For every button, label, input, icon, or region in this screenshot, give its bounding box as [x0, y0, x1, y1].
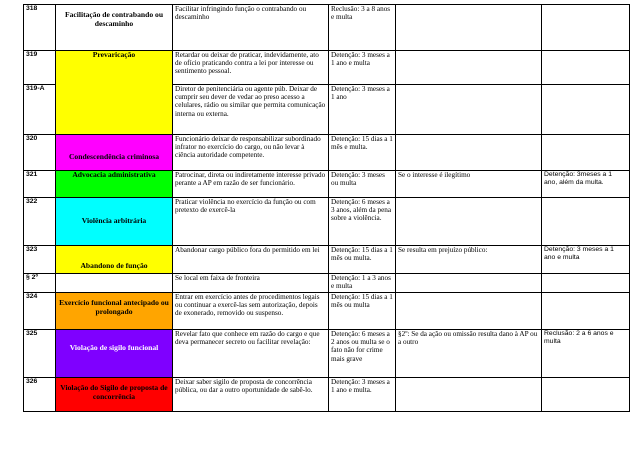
aggravating-penalty: [542, 85, 630, 135]
crime-penalty: Detenção: 6 meses a 2 anos ou multa se o fato não for crime mais grave: [329, 330, 396, 378]
article-number: 319-A: [24, 85, 56, 135]
crime-description: Abandonar cargo público fora do permitido em lei: [173, 246, 329, 274]
table-row: [24, 51, 630, 85]
aggravating-penalty: [542, 378, 630, 412]
crime-name: Advocacia administrativa: [56, 171, 173, 198]
crime-description: Praticar violência no exercício da função ou com pretexto de exercê-la: [173, 198, 329, 246]
crime-penalty: Detenção: 3 meses ou multa: [329, 171, 396, 198]
table-row: [24, 378, 630, 412]
article-number: 318: [24, 5, 56, 51]
table-row: [24, 330, 630, 378]
aggravating-condition: [396, 51, 542, 85]
article-number: 319: [24, 51, 56, 85]
aggravating-condition: [396, 135, 542, 171]
aggravating-penalty: [542, 135, 630, 171]
crimes-table-sheet: [23, 4, 630, 412]
table-row: [24, 293, 630, 330]
aggravating-penalty: [542, 5, 630, 51]
crime-description: Deixar saber sigilo de proposta de concorrência pública, ou dar a outro oportunidade de sabê-lo.: [173, 378, 329, 412]
aggravating-penalty: Detenção: 3 meses a 1 ano e multa: [542, 246, 630, 274]
crime-penalty: Detenção: 3 meses a 1 ano e multa.: [329, 378, 396, 412]
article-number: 323: [24, 246, 56, 274]
aggravating-penalty: [542, 274, 630, 293]
crime-penalty: Detenção: 15 dias a 1 mês ou multa: [329, 293, 396, 330]
crime-name: Exercício funcional antecipado ou prolongado: [56, 293, 173, 330]
aggravating-penalty: [542, 293, 630, 330]
crime-penalty: Detenção: 6 meses a 3 anos, além da pena sobre a violência.: [329, 198, 396, 246]
aggravating-penalty: Detenção: 3meses a 1 ano, além da multa.: [542, 171, 630, 198]
aggravating-penalty: Reclusão: 2 a 6 anos e multa: [542, 330, 630, 378]
crime-description: Facilitar infringindo função o contrabando ou descaminho: [173, 5, 329, 51]
crime-description: Entrar em exercício antes de procedimentos legais ou continuar a exercê-las sem autorização, depois de exonerado, removido ou suspenso.: [173, 293, 329, 330]
table-row: [24, 198, 630, 246]
aggravating-condition: [396, 274, 542, 293]
article-number: 322: [24, 198, 56, 246]
crime-penalty: Detenção: 1 a 3 anos e multa: [329, 274, 396, 293]
crime-name: Violação de sigilo funcional: [56, 330, 173, 378]
crime-name: Violência arbitrária: [56, 198, 173, 246]
crime-name: Abandono de função: [56, 246, 173, 274]
table-row: [24, 246, 630, 274]
table-row: [24, 135, 630, 171]
article-number: 321: [24, 171, 56, 198]
crime-name: [56, 274, 173, 293]
crime-name: Facilitação de contrabando ou descaminho: [56, 5, 173, 51]
article-number: 320: [24, 135, 56, 171]
table-row: [24, 171, 630, 198]
crime-name: Prevaricação: [56, 51, 173, 135]
aggravating-condition: Se o interesse é ilegítimo: [396, 171, 542, 198]
crime-penalty: Detenção: 3 meses a 1 ano: [329, 85, 396, 135]
aggravating-condition: [396, 198, 542, 246]
crime-description: Funcionário deixar de responsabilizar subordinado infrator no exercício do cargo, ou não levar à ciência autoridade competente.: [173, 135, 329, 171]
crime-description: Diretor de penitenciária ou agente púb. Deixar de cumprir seu dever de vedar ao preso acesso a celulares, rádio ou similar que permita comunicação interna ou externa.: [173, 85, 329, 135]
aggravating-condition: Se resulta em prejuízo público:: [396, 246, 542, 274]
aggravating-penalty: [542, 51, 630, 85]
crime-description: Se local em faixa de fronteira: [173, 274, 329, 293]
crime-penalty: Detenção: 15 dias a 1 mês e multa.: [329, 135, 396, 171]
article-number: 324: [24, 293, 56, 330]
article-number: 326: [24, 378, 56, 412]
crime-name: Condescendência criminosa: [56, 135, 173, 171]
crime-penalty: Detenção: 15 dias a 1 mês ou multa.: [329, 246, 396, 274]
crime-description: Revelar fato que conhece em razão do cargo e que deva permanecer secreto ou facilitar revelação:: [173, 330, 329, 378]
crimes-table: [23, 4, 630, 412]
aggravating-condition: [396, 378, 542, 412]
crime-name: Violação do Sigilo de proposta de concorrência: [56, 378, 173, 412]
article-number: § 2º: [24, 274, 56, 293]
aggravating-condition: [396, 85, 542, 135]
table-row: [24, 274, 630, 293]
aggravating-condition: [396, 5, 542, 51]
aggravating-condition: §2º: Se da ação ou omissão resulta dano à AP ou a outro: [396, 330, 542, 378]
aggravating-penalty: [542, 198, 630, 246]
crime-description: Retardar ou deixar de praticar, indevidamente, ato de ofício praticando contra a lei por interesse ou sentimento pessoal.: [173, 51, 329, 85]
table-row: [24, 5, 630, 51]
crime-description: Patrocinar, direta ou indiretamente interesse privado perante a AP em razão de ser funcionário.: [173, 171, 329, 198]
aggravating-condition: [396, 293, 542, 330]
crime-penalty: Detenção: 3 meses a 1 ano e multa: [329, 51, 396, 85]
crime-penalty: Reclusão: 3 a 8 anos e multa: [329, 5, 396, 51]
article-number: 325: [24, 330, 56, 378]
